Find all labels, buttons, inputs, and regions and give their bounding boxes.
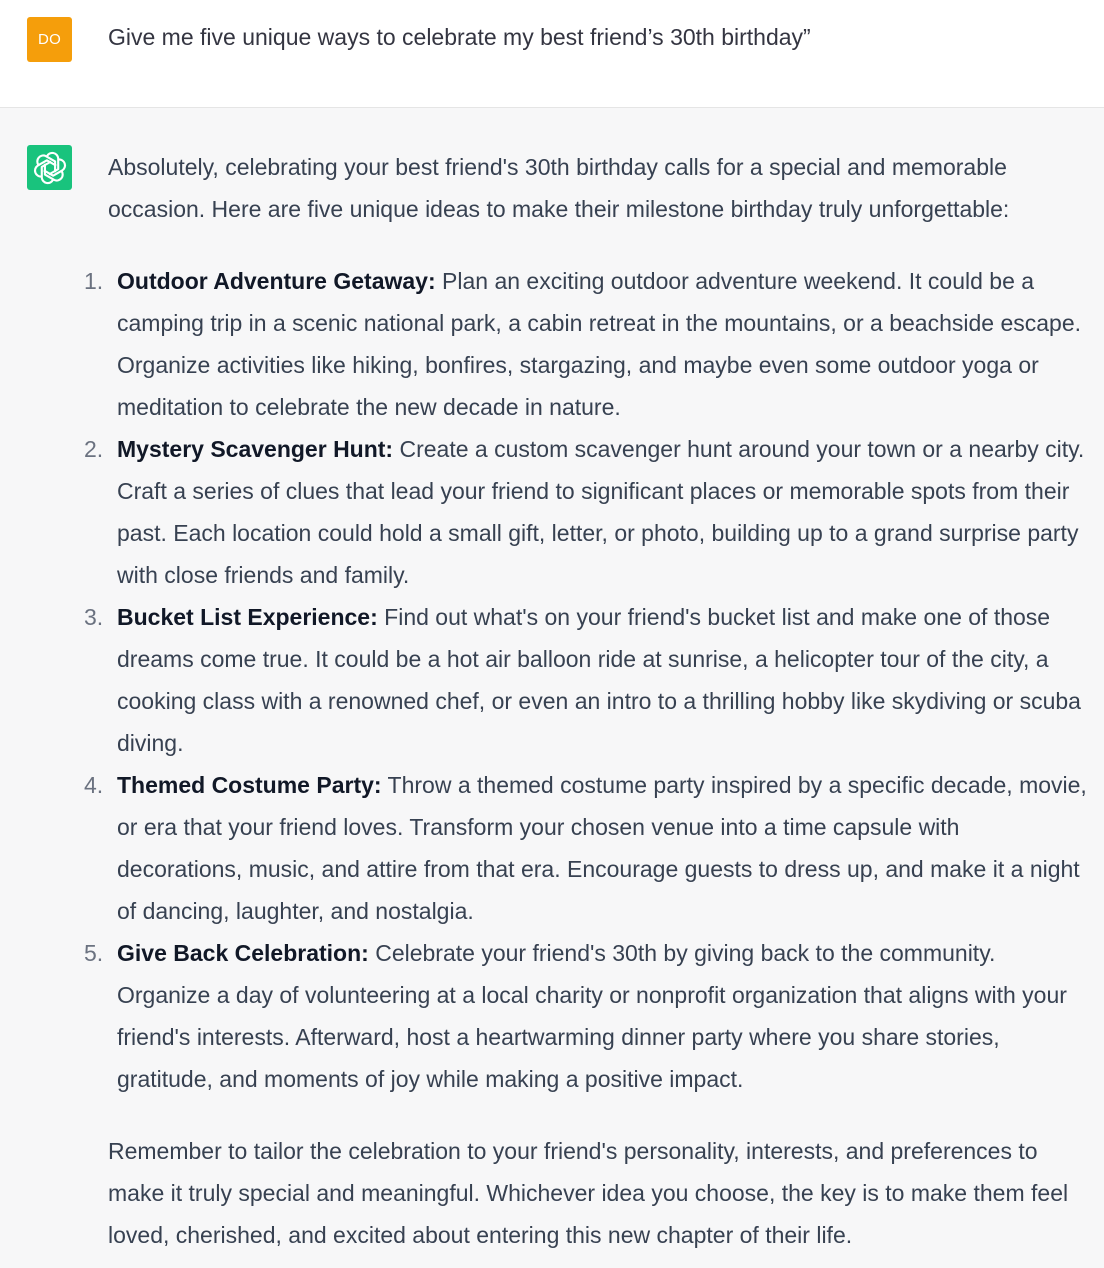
user-avatar: DO xyxy=(27,17,72,62)
assistant-avatar xyxy=(27,145,72,190)
list-item-number: 4. xyxy=(84,772,104,798)
list-item-number: 3. xyxy=(84,604,104,630)
user-message-row xyxy=(0,0,1104,108)
list-item-text: Find out what's on your friend's bucket list and make one of those dreams come true. It could be a hot air balloon ride at sunrise, a helicopter tour of the city, a cooking class with a renowned chef, or even an intro to a thrilling hobby like skydiving or scuba diving. xyxy=(117,604,1081,756)
list-item-text: Celebrate your friend's 30th by giving back to the community. Organize a day of volunteering at a local charity or nonprofit organization that aligns with your friend's interests. Afterward, host a heartwarming dinner party where you share stories, gratitude, and moments of joy while making a positive impact. xyxy=(117,940,1067,1092)
list-item-number: 2. xyxy=(84,436,104,462)
list-item xyxy=(84,596,1088,764)
list-item-title: Give Back Celebration: xyxy=(117,940,369,966)
user-message-text: Give me five unique ways to celebrate my best friend’s 30th birthday” xyxy=(108,24,811,50)
list-item-number: 5. xyxy=(84,940,104,966)
list-item-title: Bucket List Experience: xyxy=(117,604,378,630)
assistant-message-content xyxy=(84,146,1088,1256)
list-item-title: Mystery Scavenger Hunt: xyxy=(117,436,394,462)
list-item-text: Plan an exciting outdoor adventure weekend. It could be a camping trip in a scenic national park, a cabin retreat in the mountains, or a beachside escape. Organize activities like hiking, bonfires, stargazing, and maybe even some outdoor yoga or meditation to celebrate the new decade in nature. xyxy=(117,268,1082,420)
list-item-number: 1. xyxy=(84,268,104,294)
list-item xyxy=(84,764,1088,932)
list-item xyxy=(84,260,1088,428)
list-item-title: Themed Costume Party: xyxy=(117,772,382,798)
list-item xyxy=(84,932,1088,1100)
list-item-text: Throw a themed costume party inspired by a specific decade, movie, or era that your friend loves. Transform your chosen venue into a time capsule with decorations, music, and attire from that era. Encourage guests to dress up, and make it a night of dancing, laughter, and nostalgia. xyxy=(117,772,1087,924)
assistant-outro-text: Remember to tailor the celebration to your friend's personality, interests, and preferences to make it truly special and meaningful. Whichever idea you choose, the key is to make them feel loved, cherished, and excited about entering this new chapter of their life. xyxy=(108,1138,1069,1248)
ideas-list xyxy=(84,260,1088,1100)
list-item-title: Outdoor Adventure Getaway: xyxy=(117,268,436,294)
assistant-intro-text: Absolutely, celebrating your best friend's 30th birthday calls for a special and memorable occasion. Here are five unique ideas to make their milestone birthday truly unforgettable: xyxy=(108,154,1010,222)
list-item xyxy=(84,428,1088,596)
list-item-text: Create a custom scavenger hunt around your town or a nearby city. Craft a series of clues that lead your friend to significant places or memorable spots from their past. Each location could hold a small gift, letter, or photo, building up to a grand surprise party with close friends and family. xyxy=(117,436,1085,588)
openai-logo-icon xyxy=(33,151,67,185)
